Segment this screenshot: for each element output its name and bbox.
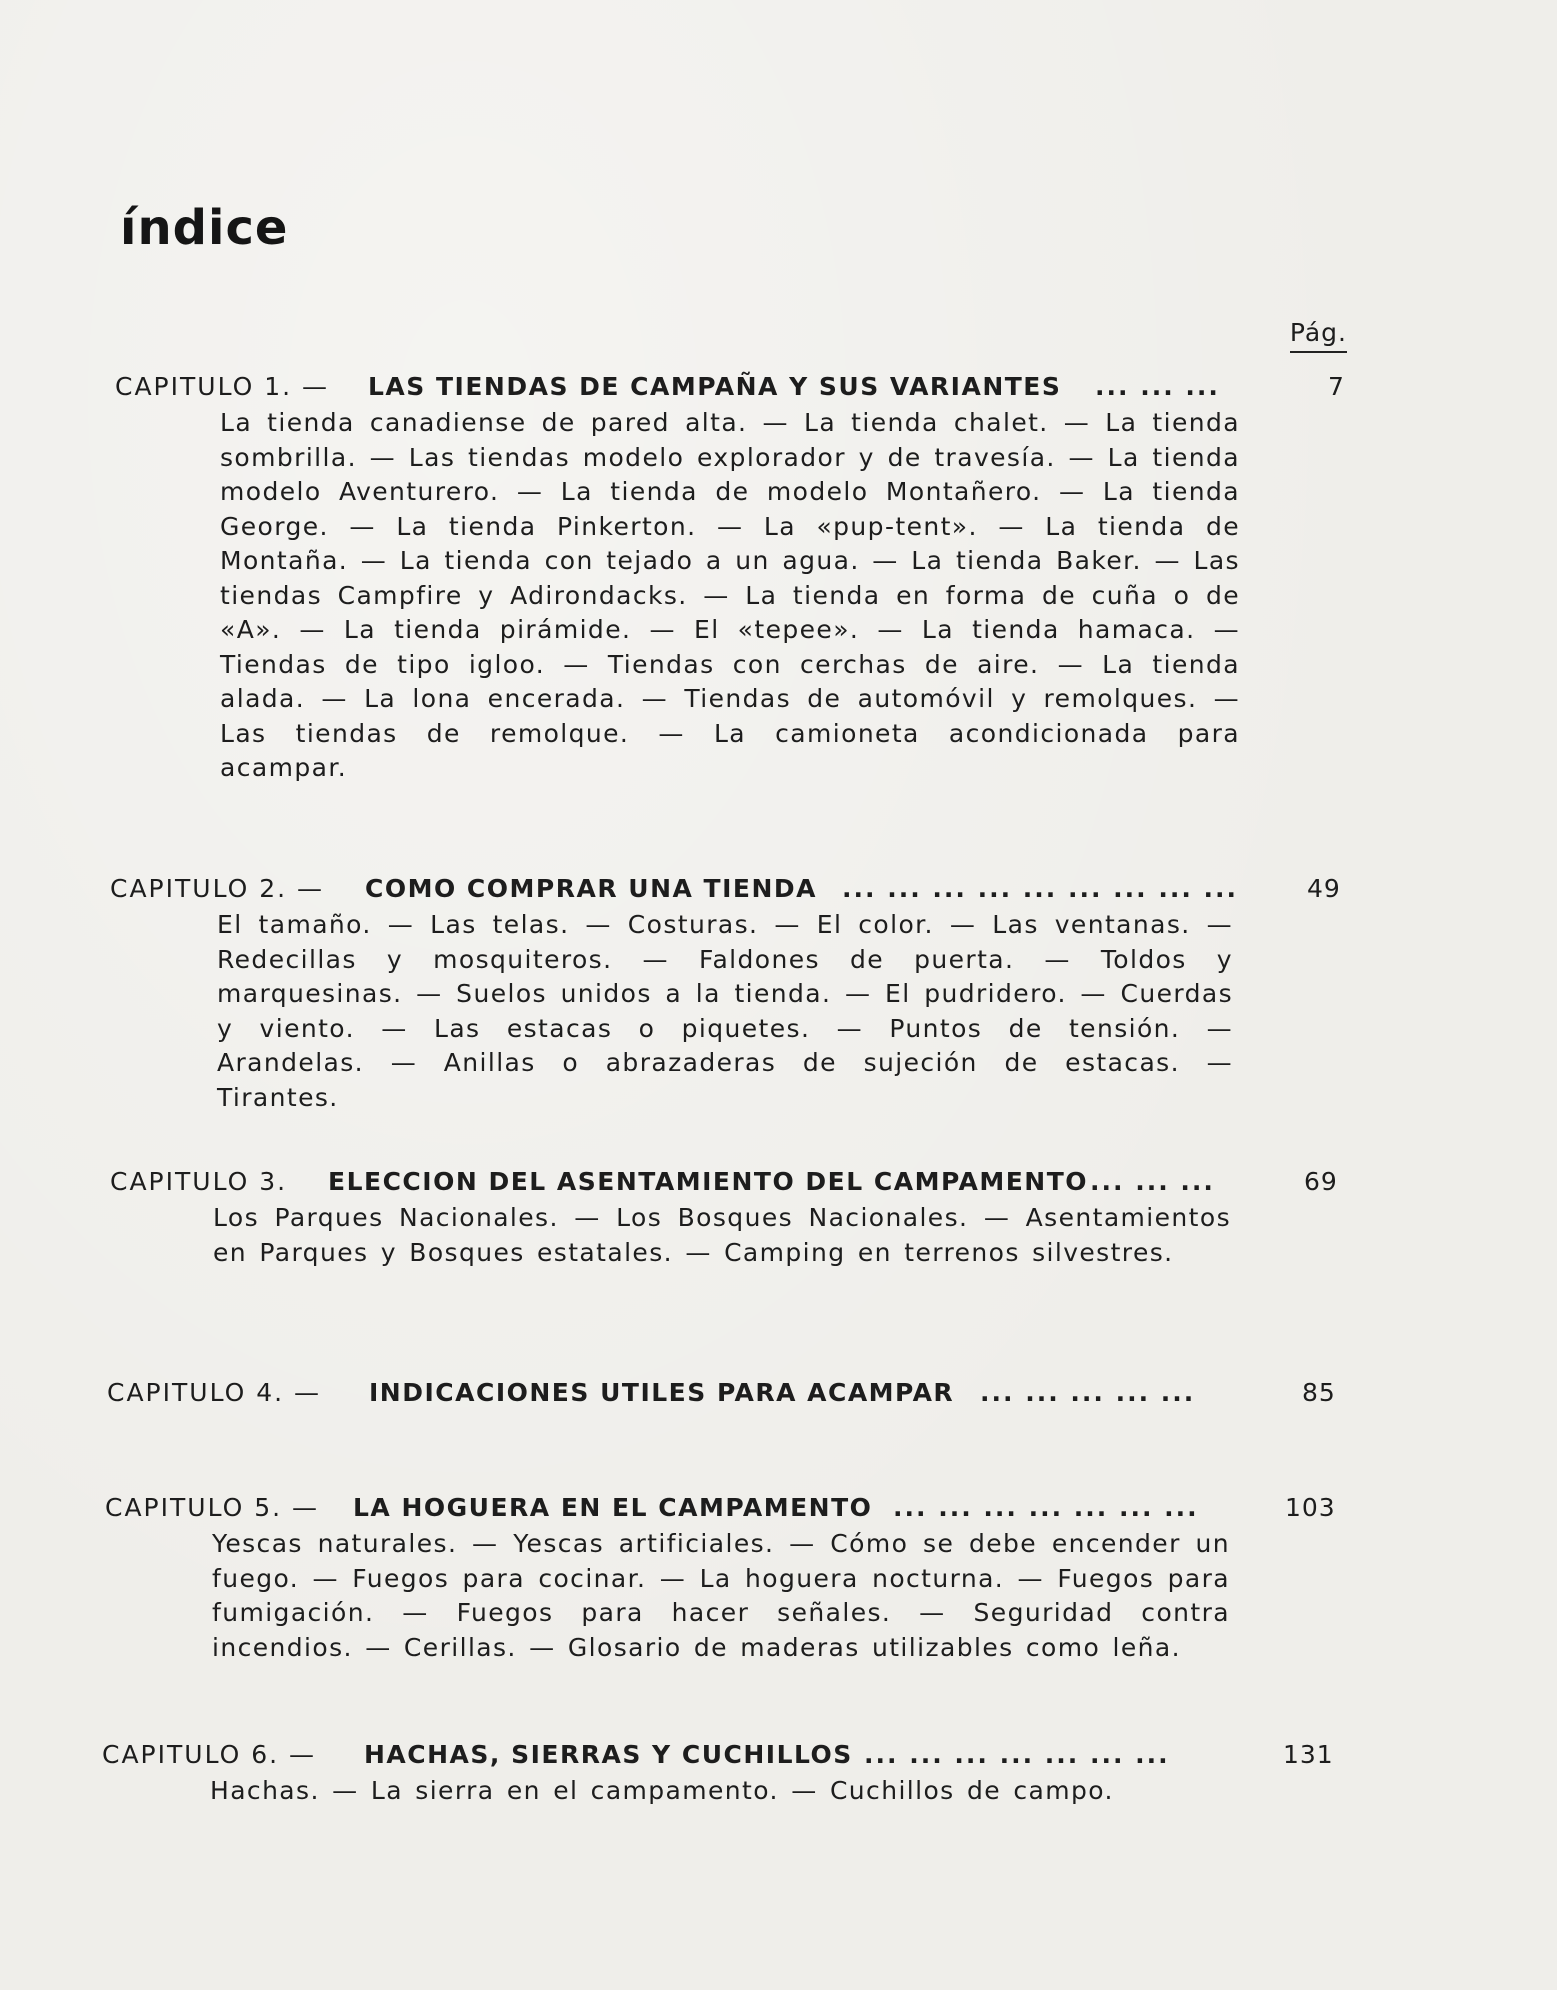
chapter-page-number: 85	[1302, 1378, 1336, 1407]
chapter-description: Yescas naturales. — Yescas artificiales. — Cómo se debe encender un fuego. — Fuegos para cocinar. — La hoguera nocturna. — Fuegos para fumigación. — Fuegos para hacer señales. — Seguridad contra incendios. — Cerillas. — Glosario de maderas utilizables como leña.	[212, 1529, 1230, 1662]
chapter-page-number: 69	[1304, 1167, 1338, 1196]
chapter-title: COMO COMPRAR UNA TIENDA	[365, 874, 818, 903]
chapter-number: CAPITULO 6. —	[102, 1740, 317, 1769]
toc-entry-chapter-1	[115, 372, 1355, 782]
chapter-leader-dots: ... ... ... ... ... ... ...	[893, 1493, 1199, 1522]
chapter-page-number: 131	[1283, 1740, 1334, 1769]
chapter-leader-dots: ... ... ... ... ...	[980, 1378, 1196, 1407]
toc-entry-chapter-5	[105, 1493, 1345, 1662]
chapter-leader-dots: ... ... ...	[1095, 372, 1220, 401]
chapter-leader-dots: ... ... ... ... ... ... ...	[864, 1740, 1170, 1769]
chapter-number: CAPITULO 3.	[110, 1167, 288, 1196]
toc-entry-chapter-4	[107, 1378, 1347, 1416]
page-column-header: Pág.	[1290, 318, 1347, 353]
chapter-heading	[105, 1493, 1345, 1531]
chapter-description: Los Parques Nacionales. — Los Bosques Nacionales. — Asentamientos en Parques y Bosques estatales. — Camping en terrenos silvestres.	[213, 1203, 1231, 1267]
chapter-number: CAPITULO 5. —	[105, 1493, 320, 1522]
chapter-description: El tamaño. — Las telas. — Costuras. — El color. — Las ventanas. — Redecillas y mosquiteros. — Faldones de puerta. — Toldos y marquesinas. — Suelos unidos a la tienda. — El pudridero. — Cuerdas y viento. — Las estacas o piquetes. — Puntos de tensión. — Arandelas. — Anillas o abrazaderas de sujeción de estacas. — Tirantes.	[217, 910, 1233, 1112]
chapter-title: ELECCION DEL ASENTAMIENTO DEL CAMPAMENTO	[328, 1167, 1089, 1196]
chapter-heading	[107, 1378, 1347, 1416]
toc-entry-chapter-2	[110, 874, 1350, 1112]
chapter-number: CAPITULO 1. —	[115, 372, 330, 401]
chapter-page-number: 103	[1285, 1493, 1336, 1522]
chapter-page-number: 7	[1328, 372, 1345, 401]
chapter-leader-dots: ... ... ... ... ... ... ... ... ...	[842, 874, 1239, 903]
chapter-description: Hachas. — La sierra en el campamento. — Cuchillos de campo.	[210, 1776, 1114, 1805]
chapter-heading	[110, 874, 1350, 912]
chapter-description: La tienda canadiense de pared alta. — La tienda chalet. — La tienda sombrilla. — Las tiendas modelo explorador y de travesía. — La tienda modelo Aventurero. — La tienda de modelo Montañero. — La tienda George. — La tienda Pinkerton. — La «pup-tent». — La tienda de Montaña. — La tienda con tejado a un agua. — La tienda Baker. — Las tiendas Campfire y Adirondacks. — La tienda en forma de cuña o de «A». — La tienda pirámide. — El «tepee». — La tienda hamaca. — Tiendas de tipo igloo. — Tiendas con cerchas de aire. — La tienda alada. — La lona encerada. — Tiendas de automóvil y remolques. — Las tiendas de remolque. — La camioneta acondicionada para acampar.	[220, 408, 1240, 782]
chapter-number: CAPITULO 2. —	[110, 874, 325, 903]
chapter-title: HACHAS, SIERRAS Y CUCHILLOS	[364, 1740, 853, 1769]
chapter-heading	[102, 1740, 1342, 1778]
chapter-title: LAS TIENDAS DE CAMPAÑA Y SUS VARIANTES	[368, 372, 1062, 401]
chapter-heading	[110, 1167, 1350, 1205]
chapter-heading	[115, 372, 1355, 410]
chapter-title: INDICACIONES UTILES PARA ACAMPAR	[369, 1378, 955, 1407]
chapter-number: CAPITULO 4. —	[107, 1378, 322, 1407]
toc-entry-chapter-3	[110, 1167, 1350, 1267]
chapter-page-number: 49	[1307, 874, 1341, 903]
chapter-title: LA HOGUERA EN EL CAMPAMENTO	[353, 1493, 873, 1522]
page-title: índice	[120, 200, 289, 256]
chapter-leader-dots: ... ... ...	[1090, 1167, 1215, 1196]
toc-entry-chapter-6	[102, 1740, 1342, 1805]
